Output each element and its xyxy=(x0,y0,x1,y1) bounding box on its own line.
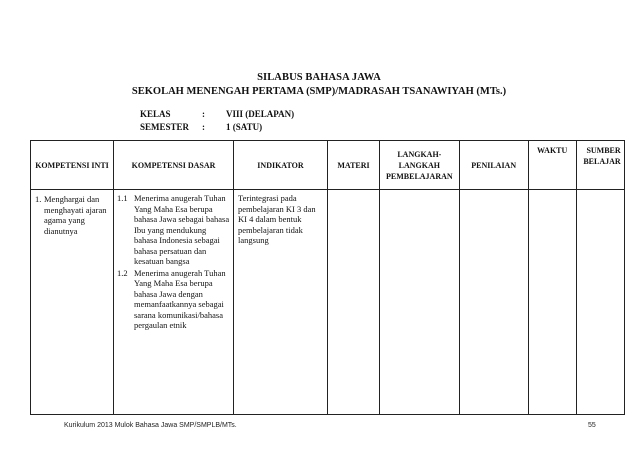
document-title: SILABUS BAHASA JAWA xyxy=(257,72,381,83)
header-penilaian: PENILAIAN xyxy=(459,141,528,190)
header-kompetensi-dasar: KOMPETENSI DASAR xyxy=(114,141,234,190)
kd-number: 1.1 xyxy=(117,193,128,203)
ki-number: 1. xyxy=(35,194,42,204)
kd-item xyxy=(117,268,231,331)
kd-item xyxy=(117,193,231,267)
header-materi: MATERI xyxy=(328,141,380,190)
kd-number: 1.2 xyxy=(117,267,128,278)
header-indikator: INDIKATOR xyxy=(234,141,328,190)
cell-kompetensi-inti xyxy=(31,190,114,415)
cell-penilaian xyxy=(459,190,528,415)
header-langkah: LANGKAH-LANGKAH PEMBELAJARAN xyxy=(380,141,460,190)
document-subtitle: SEKOLAH MENENGAH PERTAMA (SMP)/MADRASAH TSANAWIYAH (MTs.) xyxy=(131,86,507,97)
semester-value: 1 (SATU) xyxy=(226,122,263,132)
cell-materi xyxy=(328,190,380,415)
kelas-colon: : xyxy=(202,109,205,119)
header-sumber: SUMBER BELAJAR xyxy=(576,141,624,190)
header-row xyxy=(31,141,625,190)
cell-kompetensi-dasar xyxy=(114,190,234,415)
kd-text: Menerima anugerah Tuhan Yang Maha Esa berupa bahasa Jawa sebagai bahasa Ibu yang mendukung bahasa Indonesia sebagai bahasa persatuan dan kesatuan bangsa xyxy=(134,193,230,266)
cell-sumber xyxy=(576,190,624,415)
cell-waktu xyxy=(528,190,576,415)
meta-kelas xyxy=(140,109,294,119)
meta-semester xyxy=(140,122,262,132)
kd-text: Menerima anugerah Tuhan Yang Maha Esa berupa bahasa Jawa dengan memanfaatkannya sebagai sarana komunikasi/bahasa pergaulan etnik xyxy=(134,267,226,330)
header-waktu: WAKTU xyxy=(528,141,576,190)
semester-label: SEMESTER xyxy=(140,122,190,132)
footer-text: Kurikulum 2013 Mulok Bahasa Jawa SMP/SMPLB/MTs. xyxy=(64,422,237,429)
cell-indikator xyxy=(234,190,328,415)
page-number: 55 xyxy=(588,422,596,429)
cell-langkah xyxy=(380,190,460,415)
table-row xyxy=(31,190,625,415)
syllabus-table xyxy=(30,140,625,415)
ki-text: Menghargai dan menghayati ajaran agama yang dianutnya xyxy=(44,194,107,236)
semester-colon: : xyxy=(202,122,205,132)
header-kompetensi-inti: KOMPETENSI INTI xyxy=(31,141,114,190)
kelas-label: KELAS xyxy=(140,109,171,119)
indikator-text: Terintegrasi pada pembelajaran KI 3 dan KI 4 dalam bentuk pembelajaran tidak langsung xyxy=(238,193,316,245)
kelas-value: VIII (DELAPAN) xyxy=(226,109,295,119)
